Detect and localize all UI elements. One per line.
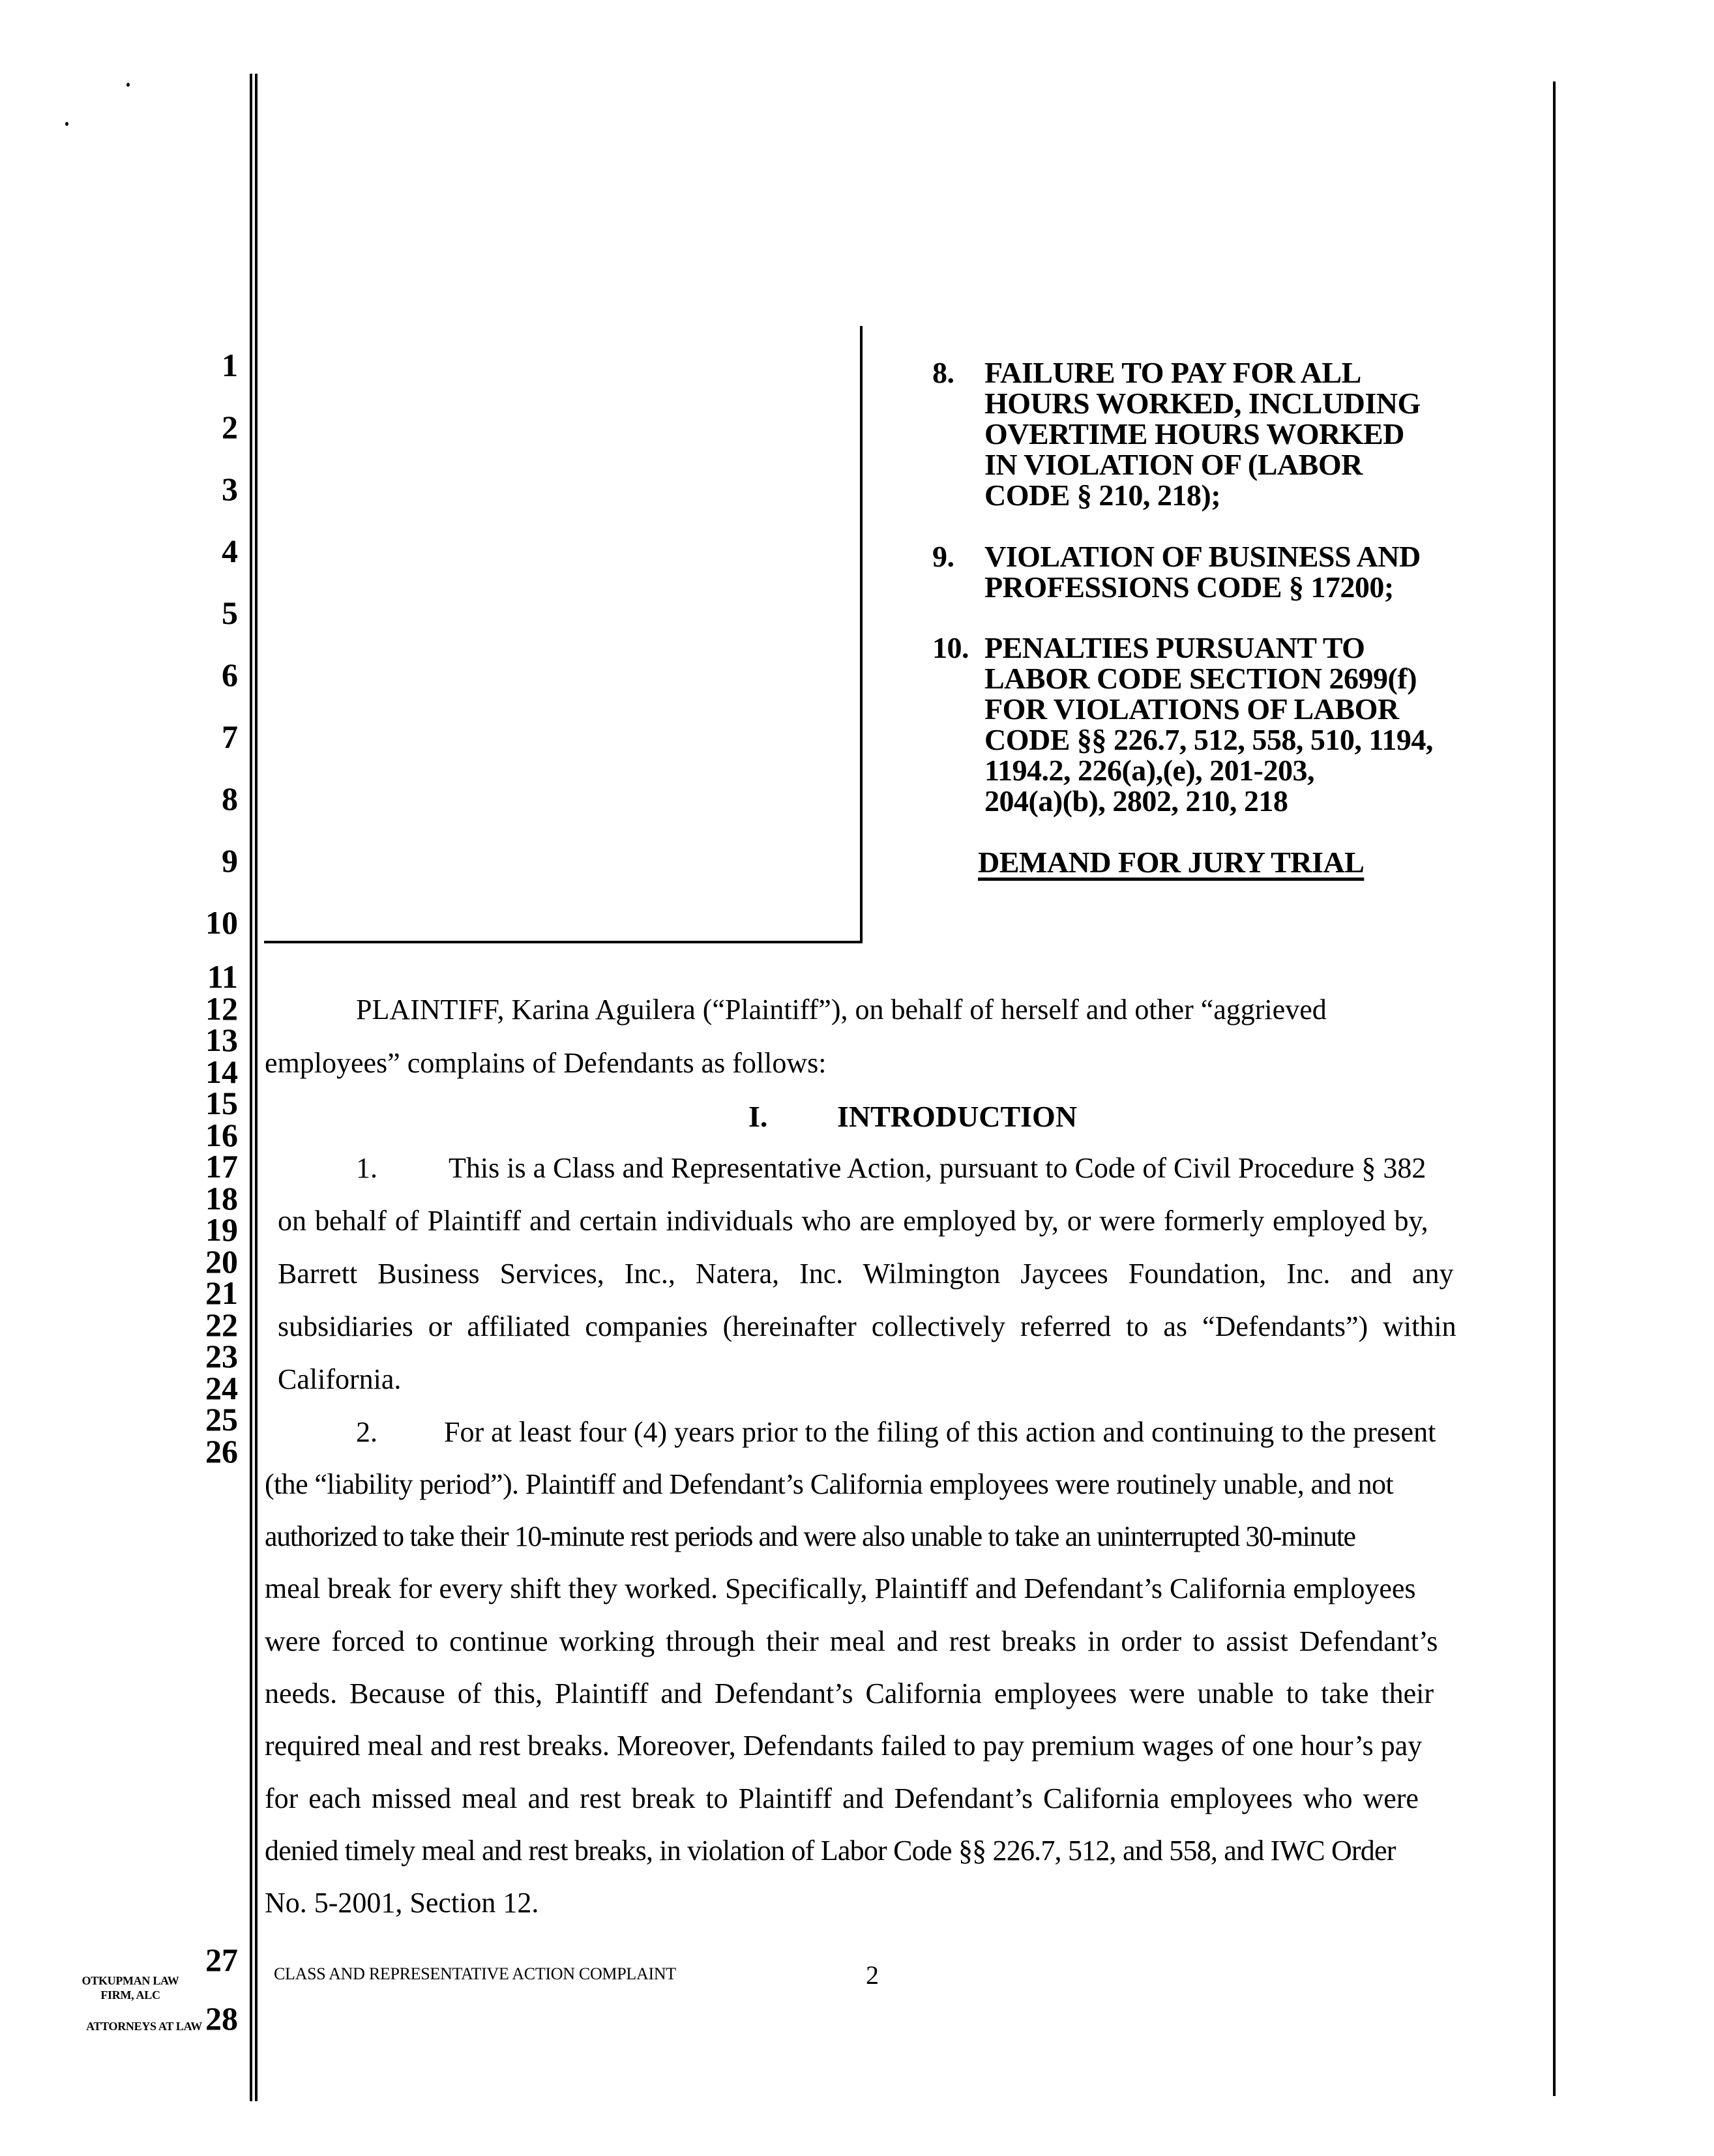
line-number: 17: [205, 1148, 238, 1185]
cause-line: IN VIOLATION OF (LABOR: [984, 448, 1363, 481]
line-number: 19: [205, 1211, 238, 1248]
line-number: 1: [222, 347, 238, 383]
line-number: 26: [205, 1433, 238, 1469]
line-number: 28: [205, 2000, 238, 2037]
line-number: 15: [205, 1085, 238, 1121]
left-margin-rule-outer: [250, 74, 252, 2101]
line-number: 20: [205, 1243, 238, 1280]
scan-speck: [126, 83, 130, 87]
cause-line: CODE § 210, 218);: [984, 479, 1221, 512]
line-number: 4: [222, 533, 238, 569]
paragraph-2-line: for each missed meal and rest break to Plaintiff and Defendant’s California employees who were: [265, 1782, 1419, 1814]
paragraph-2-line: authorized to take their 10-minute rest periods and were also unable to take an uninterrupted 30-minute: [265, 1520, 1355, 1552]
intro-line: employees” complains of Defendants as follows:: [265, 1047, 827, 1079]
cause-number: 9.: [932, 540, 954, 573]
intro-line: PLAINTIFF, Karina Aguilera (“Plaintiff”), on behalf of herself and other “aggrieved: [356, 994, 1327, 1026]
line-number: 11: [207, 958, 238, 995]
complaint-body: [258, 0, 1553, 2156]
cause-line: VIOLATION OF BUSINESS AND: [984, 540, 1421, 573]
line-number: 9: [222, 842, 238, 879]
line-number: 7: [222, 718, 238, 755]
line-number: 6: [222, 657, 238, 693]
cause-line: 1194.2, 226(a),(e), 201-203,: [984, 754, 1314, 787]
line-number: 14: [205, 1054, 238, 1090]
line-number: 21: [205, 1275, 238, 1311]
cause-number: 8.: [932, 356, 954, 389]
right-margin-rule: [1553, 81, 1556, 2096]
paragraph-number: 2.: [356, 1416, 377, 1448]
paragraph-2-line: No. 5-2001, Section 12.: [265, 1887, 539, 1919]
paragraph-number: 1.: [356, 1152, 377, 1184]
line-number: 23: [205, 1338, 238, 1374]
paragraph-1-line: Barrett Business Services, Inc., Natera, Inc. Wilmington Jaycees Foundation, Inc. and any: [278, 1258, 1454, 1290]
jury-trial-demand: DEMAND FOR JURY TRIAL: [978, 846, 1365, 879]
scan-speck: [65, 122, 68, 126]
paragraph-2-line: For at least four (4) years prior to the filing of this action and continuing to the present: [444, 1416, 1436, 1448]
section-number: I.: [748, 1100, 768, 1133]
line-number: 24: [205, 1370, 238, 1406]
paragraph-1-line: subsidiaries or affiliated companies (hereinafter collectively referred to as “Defendants”) within: [278, 1310, 1456, 1342]
left-margin-rule-inner: [255, 74, 258, 2101]
cause-line: FAILURE TO PAY FOR ALL: [984, 356, 1361, 389]
cause-line: FOR VIOLATIONS OF LABOR: [984, 692, 1399, 726]
line-number: 16: [205, 1117, 238, 1153]
line-number: 3: [222, 471, 238, 507]
line-number: 8: [222, 780, 238, 817]
cause-line: OVERTIME HOURS WORKED: [984, 417, 1404, 450]
firm-tagline: ATTORNEYS AT LAW: [86, 2020, 202, 2033]
paragraph-1-line: on behalf of Plaintiff and certain individuals who are employed by, or were formerly employed by,: [278, 1205, 1428, 1237]
cause-line: LABOR CODE SECTION 2699(f): [984, 662, 1417, 695]
cause-line: CODE §§ 226.7, 512, 558, 510, 1194,: [984, 723, 1433, 756]
cause-line: HOURS WORKED, INCLUDING: [984, 387, 1421, 420]
line-number: 12: [205, 990, 238, 1027]
line-number: 10: [205, 904, 238, 941]
paragraph-2-line: needs. Because of this, Plaintiff and Defendant’s California employees were unable to take their: [265, 1677, 1434, 1709]
line-number: 27: [205, 1942, 238, 1978]
cause-number: 10.: [932, 631, 969, 664]
section-title: INTRODUCTION: [837, 1100, 1078, 1133]
paragraph-2-line: meal break for every shift they worked. Specifically, Plaintiff and Defendant’s California employees: [265, 1573, 1416, 1604]
footer-document-title: CLASS AND REPRESENTATIVE ACTION COMPLAINT: [274, 1964, 676, 1983]
line-number: 18: [205, 1180, 238, 1217]
line-number: 22: [205, 1307, 238, 1343]
paragraph-2-line: denied timely meal and rest breaks, in violation of Labor Code §§ 226.7, 512, and 558, and IWC Order: [265, 1835, 1396, 1867]
cause-line: PENALTIES PURSUANT TO: [984, 631, 1365, 664]
line-number: 13: [205, 1022, 238, 1058]
paragraph-1-line: California.: [278, 1363, 402, 1395]
paragraph-2-line: were forced to continue working through their meal and rest breaks in order to assist Defendant’s: [265, 1625, 1438, 1657]
line-number: 25: [205, 1401, 238, 1438]
paragraph-2-line: required meal and rest breaks. Moreover, Defendants failed to pay premium wages of one hour’s pay: [265, 1730, 1423, 1762]
firm-name-line1: OTKUPMAN LAW: [81, 1974, 179, 1987]
page-number: 2: [866, 1960, 879, 1990]
firm-name-line2: FIRM, ALC: [100, 1988, 160, 2001]
cause-line: PROFESSIONS CODE § 17200;: [984, 570, 1394, 604]
paragraph-2-line: (the “liability period”). Plaintiff and Defendant’s California employees were routinely unable, and not: [265, 1468, 1394, 1500]
line-number: 2: [222, 409, 238, 445]
cause-line: 204(a)(b), 2802, 210, 218: [984, 784, 1288, 818]
paragraph-1-line: This is a Class and Representative Action, pursuant to Code of Civil Procedure § 382: [449, 1152, 1426, 1184]
line-number: 5: [222, 595, 238, 631]
